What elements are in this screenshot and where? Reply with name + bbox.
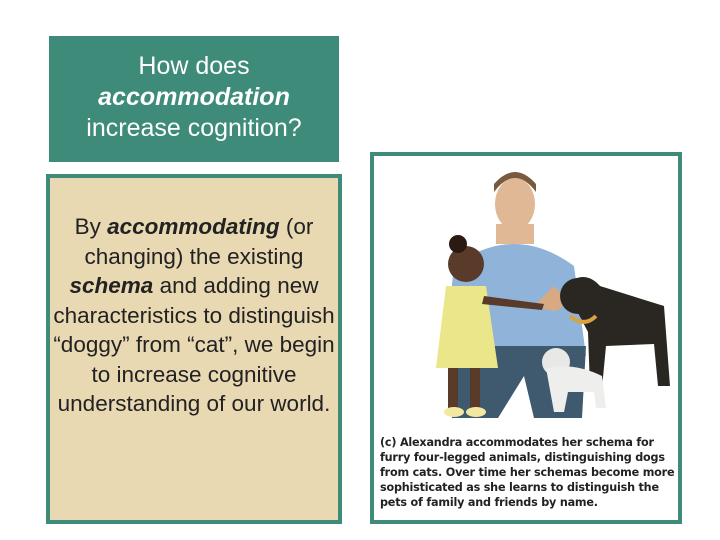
illustration-frame — [370, 152, 682, 524]
title-box — [49, 36, 339, 162]
body-emphasis-2: schema — [69, 273, 154, 298]
body-part-3: and adding new characteristics to distinguish “doggy” from “cat”, we begin to increase cognitive understanding of our world. — [53, 273, 335, 416]
body-emphasis-1: accommodating — [107, 214, 280, 239]
body-part-1: By — [74, 214, 108, 239]
body-part-2: (or changing) the existing — [84, 214, 314, 269]
illustration — [374, 156, 678, 430]
title-line-3: increase cognition? — [86, 114, 302, 142]
body-text-box — [46, 174, 342, 524]
title-emphasis: accommodation — [98, 83, 290, 111]
title-line-1: How does — [138, 52, 250, 80]
figure-caption: (c) Alexandra accommodates her schema for furry four-legged animals, distinguishing dogs from cats. Over time her schemas become more sophisticated as she learns to distinguish the pets of family and friends by name. — [380, 436, 675, 509]
